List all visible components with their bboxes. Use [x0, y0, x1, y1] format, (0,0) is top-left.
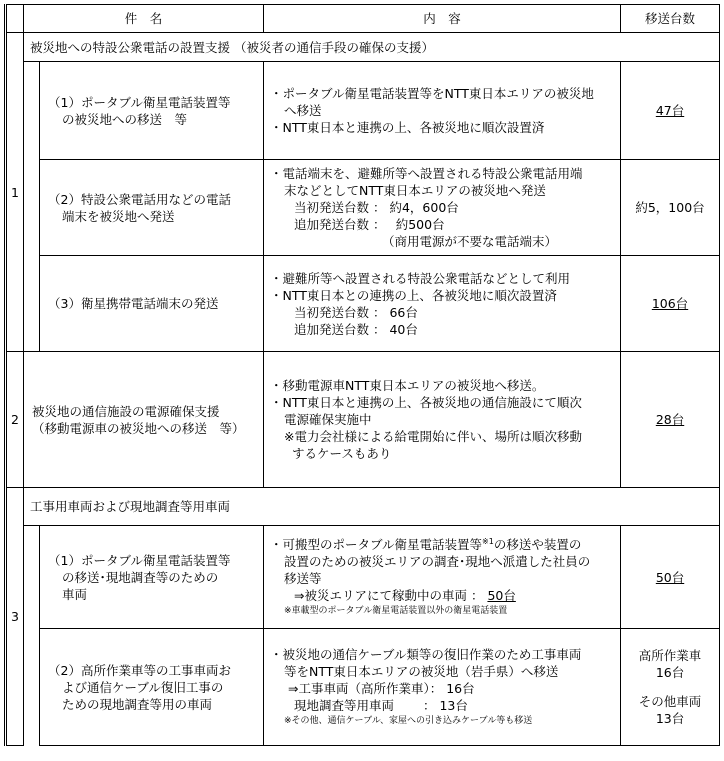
- table-header-row: [6, 5, 720, 33]
- item-3-2-count: 高所作業車 16台 その他車両 13台: [621, 629, 720, 746]
- table-row: [6, 62, 720, 160]
- table-row: [6, 160, 720, 256]
- section-3-title: 工事用車両および現地調査等用車両: [24, 488, 720, 526]
- item-1-2-count: 約5，100台: [621, 160, 720, 256]
- item-1-2-content: ・電話端末を、避難所等へ設置される特設公衆電話用端 末などとしてNTT東日本エリアの被災地へ発送 当初発送台数 ： 約4，600台 追加発送台数 ： 約500台 （商用電源が不要な電話端末）: [264, 160, 621, 256]
- section-3-title-row: [6, 488, 720, 526]
- section-1-title-row: [6, 33, 720, 62]
- header-content: 内 容: [264, 5, 621, 33]
- header-count: 移送台数: [621, 5, 720, 33]
- item-3-1-content: ・可搬型のポータブル衛星電話装置等$^{※1}$の移送や装置の 設置のための被災エリアの調査･現地へ派遣した社員の 移送等 ⇒被災エリアにて稼動中の車両 ： 50台 ※車載型のポータブル衛星電話装置以外の衛星電話装置: [264, 526, 621, 629]
- transport-table: [4, 4, 720, 746]
- item-3-1-name: （1）ポータブル衛星電話装置等 の移送･現地調査等のための 車両: [40, 526, 264, 629]
- table-row: [6, 629, 720, 746]
- header-number-cell: [6, 5, 24, 33]
- item-3-2-name: （2）高所作業車等の工事車両お よび通信ケーブル復旧工事の ための現地調査等用の車両: [40, 629, 264, 746]
- item-1-1-count: 47台: [621, 62, 720, 160]
- section-2-title: 被災地の通信施設の電源確保支援 （移動電源車の被災地への移送 等）: [24, 352, 264, 488]
- section-number-3: 3: [6, 488, 24, 746]
- table-row: [6, 256, 720, 352]
- item-1-1-content: ・ポータブル衛星電話装置等をNTT東日本エリアの被災地 へ移送 ・NTT東日本と連携の上、各被災地に順次設置済: [264, 62, 621, 160]
- section-2-count: 28台: [621, 352, 720, 488]
- item-1-3-content: ・避難所等へ設置される特設公衆電話などとして利用 ・NTT東日本との連携の上、各被災地に順次設置済 当初発送台数 ： 66台 追加発送台数 ： 40台: [264, 256, 621, 352]
- item-1-2-name: （2）特設公衆電話用などの電話 端末を被災地へ発送: [40, 160, 264, 256]
- item-3-2-content: ・被災地の通信ケーブル類等の復旧作業のため工事車両 等をNTT東日本エリアの被災地（岩手県）へ移送 ⇒工事車両（高所作業車）： 16台 現地調査等用車両 ： 13台 ※その他、通信ケーブル、家屋への引き込みケーブル等も移送: [264, 629, 621, 746]
- section-number-1: 1: [6, 33, 24, 352]
- section-2-content: ・移動電源車NTT東日本エリアの被災地へ移送。 ・NTT東日本と連携の上、各被災地の通信施設にて順次 電源確保実施中 ※電力会社様による給電開始に伴い、場所は順次移動 するケースもあり: [264, 352, 621, 488]
- item-3-1-count: 50台: [621, 526, 720, 629]
- section-1-title: 被災地への特設公衆電話の設置支援 （被災者の通信手段の確保の支援）: [24, 33, 720, 62]
- item-1-3-name: （3）衛星携帯電話端末の発送: [40, 256, 264, 352]
- table-row: [6, 526, 720, 629]
- item-1-3-count: 106台: [621, 256, 720, 352]
- section-number-2: 2: [6, 352, 24, 488]
- header-name: 件 名: [24, 5, 264, 33]
- section-2-row: [6, 352, 720, 488]
- item-1-1-name: （1）ポータブル衛星電話装置等 の被災地への移送 等: [40, 62, 264, 160]
